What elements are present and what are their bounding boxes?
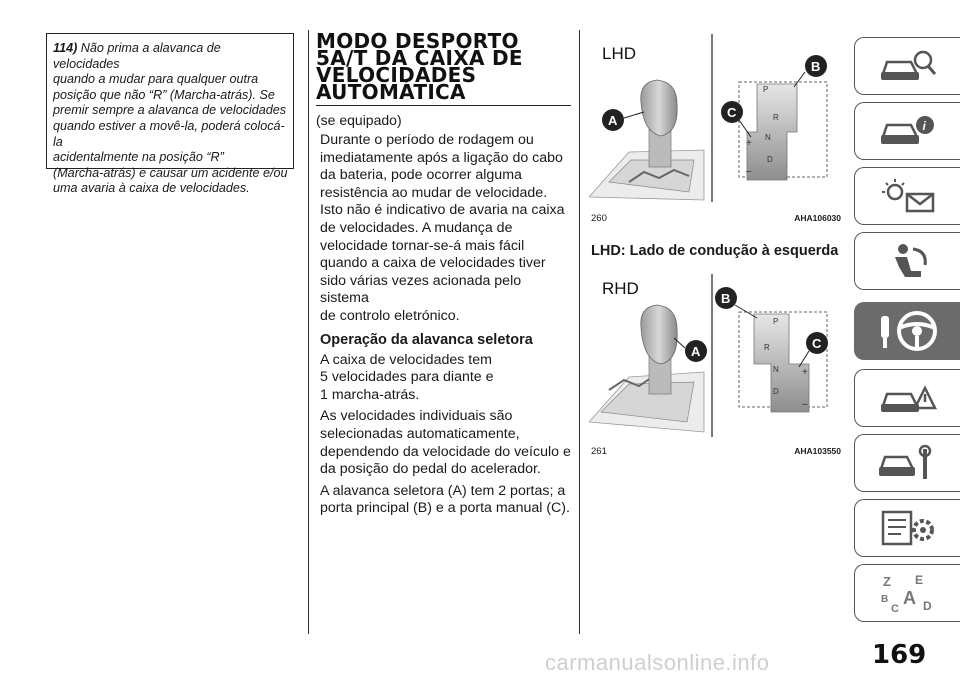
gate-minus: – <box>802 399 808 410</box>
figure-lhd-code: AHA106030 <box>794 213 841 223</box>
text-line: Isto não é indicativo de avaria na caixa <box>320 202 565 219</box>
text-line: da bateria, pode ocorrer alguma <box>320 167 522 184</box>
gate-r: R <box>773 113 779 122</box>
gate-minus: – <box>746 166 752 177</box>
tab-safety[interactable] <box>854 232 960 290</box>
figure-rhd-caption <box>591 446 841 457</box>
warning-box <box>46 33 294 196</box>
svg-text:A: A <box>902 588 916 608</box>
text-line: velocidade tornar-se-á mais fácil <box>320 237 525 254</box>
section-title <box>316 29 571 106</box>
callout-b-label: B <box>721 291 731 306</box>
section-title-line: 5A/T DA CAIXA DE <box>316 46 523 70</box>
warning-line: quando estiver a movê-la, poderá colocá-la <box>53 118 285 149</box>
callout-a-label: A <box>691 344 701 359</box>
svg-text:D: D <box>922 599 932 613</box>
text-line: porta principal (B) e a porta manual (C). <box>320 500 570 517</box>
text-line: A alavanca seletora (A) tem 2 portas; a <box>320 482 566 499</box>
section-subtitle: (se equipado) <box>316 112 402 128</box>
paragraph-gates <box>320 483 571 518</box>
column-divider-2 <box>579 30 580 634</box>
tab-warning-lights[interactable] <box>854 167 960 225</box>
gate-plus: + <box>746 138 752 149</box>
specifications-gear-icon <box>877 508 939 548</box>
gate-n: N <box>773 365 779 374</box>
text-line: de velocidades. A mudança de <box>320 219 513 236</box>
svg-text:B: B <box>880 594 888 605</box>
gate-p: P <box>763 85 769 94</box>
figure-lhd-number: 260 <box>591 213 607 224</box>
figure-rhd <box>589 272 841 440</box>
warning-line: uma avaria à caixa de velocidades. <box>53 181 250 196</box>
text-line: resistência ao mudar de velocidade. <box>320 184 548 201</box>
section-title-line: MODO DESPORTO <box>316 29 519 53</box>
warning-number: 114) <box>53 41 78 55</box>
warning-line: premir sempre a alavanca de velocidades <box>53 103 287 118</box>
subheading-selector-operation: Operação da alavanca seletora <box>320 331 533 348</box>
text-line: selecionadas automaticamente, <box>320 425 520 442</box>
tab-maintenance[interactable] <box>854 434 960 492</box>
text-line: quando a caixa de velocidades tiver <box>320 255 546 272</box>
tab-car-info[interactable] <box>854 102 960 160</box>
figure-lhd <box>589 32 841 207</box>
tab-emergency[interactable] <box>854 369 960 427</box>
main-text-column <box>316 29 571 522</box>
figure-lhd-caption <box>591 213 841 224</box>
paragraph-selection <box>320 408 571 478</box>
car-search-icon <box>877 46 939 86</box>
gate-r: R <box>764 343 770 352</box>
gate-d: D <box>767 155 773 164</box>
text-line: imediatamente após a ligação do cabo <box>320 149 563 166</box>
index-letters-icon <box>877 570 939 616</box>
gate-p: P <box>773 317 779 326</box>
tab-technical-data[interactable] <box>854 499 960 557</box>
warning-line: quando a mudar para qualquer outra <box>53 72 259 87</box>
warning-light-message-icon <box>877 176 939 216</box>
car-maintenance-icon <box>877 443 939 483</box>
figure-rhd-number: 261 <box>591 446 607 457</box>
figure-lhd-label: LHD <box>602 44 637 63</box>
svg-text:i: i <box>922 119 926 133</box>
callout-c-label: C <box>812 336 822 351</box>
text-line: sido várias vezes acionada pelo sistema <box>320 272 522 307</box>
column-divider-1 <box>308 30 309 634</box>
figure-rhd-label: RHD <box>602 279 639 298</box>
section-title-line: AUTOMÁTICA <box>316 80 466 104</box>
text-line: A caixa de velocidades tem <box>320 351 492 368</box>
tab-car-search[interactable] <box>854 37 960 95</box>
warning-line: Não prima a alavanca de velocidades <box>53 41 221 71</box>
svg-text:E: E <box>914 573 923 587</box>
steering-wheel-key-icon <box>873 308 943 354</box>
callout-b-label: B <box>811 59 821 74</box>
text-line: 1 marcha-atrás. <box>320 386 420 403</box>
text-line: Durante o período de rodagem ou <box>320 132 534 148</box>
text-line: da posição do pedal do acelerador. <box>320 461 541 478</box>
gate-n: N <box>765 133 771 142</box>
watermark: carmanualsonline.info <box>545 650 770 675</box>
warning-line: acidentalmente na posição “R” <box>53 150 224 165</box>
warning-line: posição que não “R” (Marcha-atrás). Se <box>53 87 275 102</box>
text-line: 5 velocidades para diante e <box>320 369 494 386</box>
callout-c-label: C <box>727 105 737 120</box>
callout-a-label: A <box>608 113 618 128</box>
svg-text:Z: Z <box>882 574 891 589</box>
gate-plus: + <box>802 367 808 378</box>
paragraph-gears <box>320 352 571 405</box>
figure-lhd-title: LHD: Lado de condução à esquerda <box>591 243 839 259</box>
text-line: de controlo eletrónico. <box>320 307 460 324</box>
text-line: As velocidades individuais são <box>320 408 513 425</box>
gate-d: D <box>773 387 779 396</box>
paragraph-run-in <box>320 132 571 326</box>
warning-line: (Marcha-atrás) e causar um acidente e/ou <box>53 165 288 180</box>
svg-text:C: C <box>890 603 899 615</box>
car-emergency-icon <box>877 378 939 418</box>
seat-airbag-icon <box>877 241 939 281</box>
page-number: 169 <box>872 640 927 670</box>
tab-index[interactable] <box>854 564 960 622</box>
text-line: dependendo da velocidade do veículo e <box>320 443 571 460</box>
tab-starting-driving[interactable] <box>854 302 960 360</box>
section-title-line: VELOCIDADES <box>316 63 477 87</box>
car-info-icon <box>877 111 939 151</box>
figure-rhd-code: AHA103550 <box>794 446 841 456</box>
